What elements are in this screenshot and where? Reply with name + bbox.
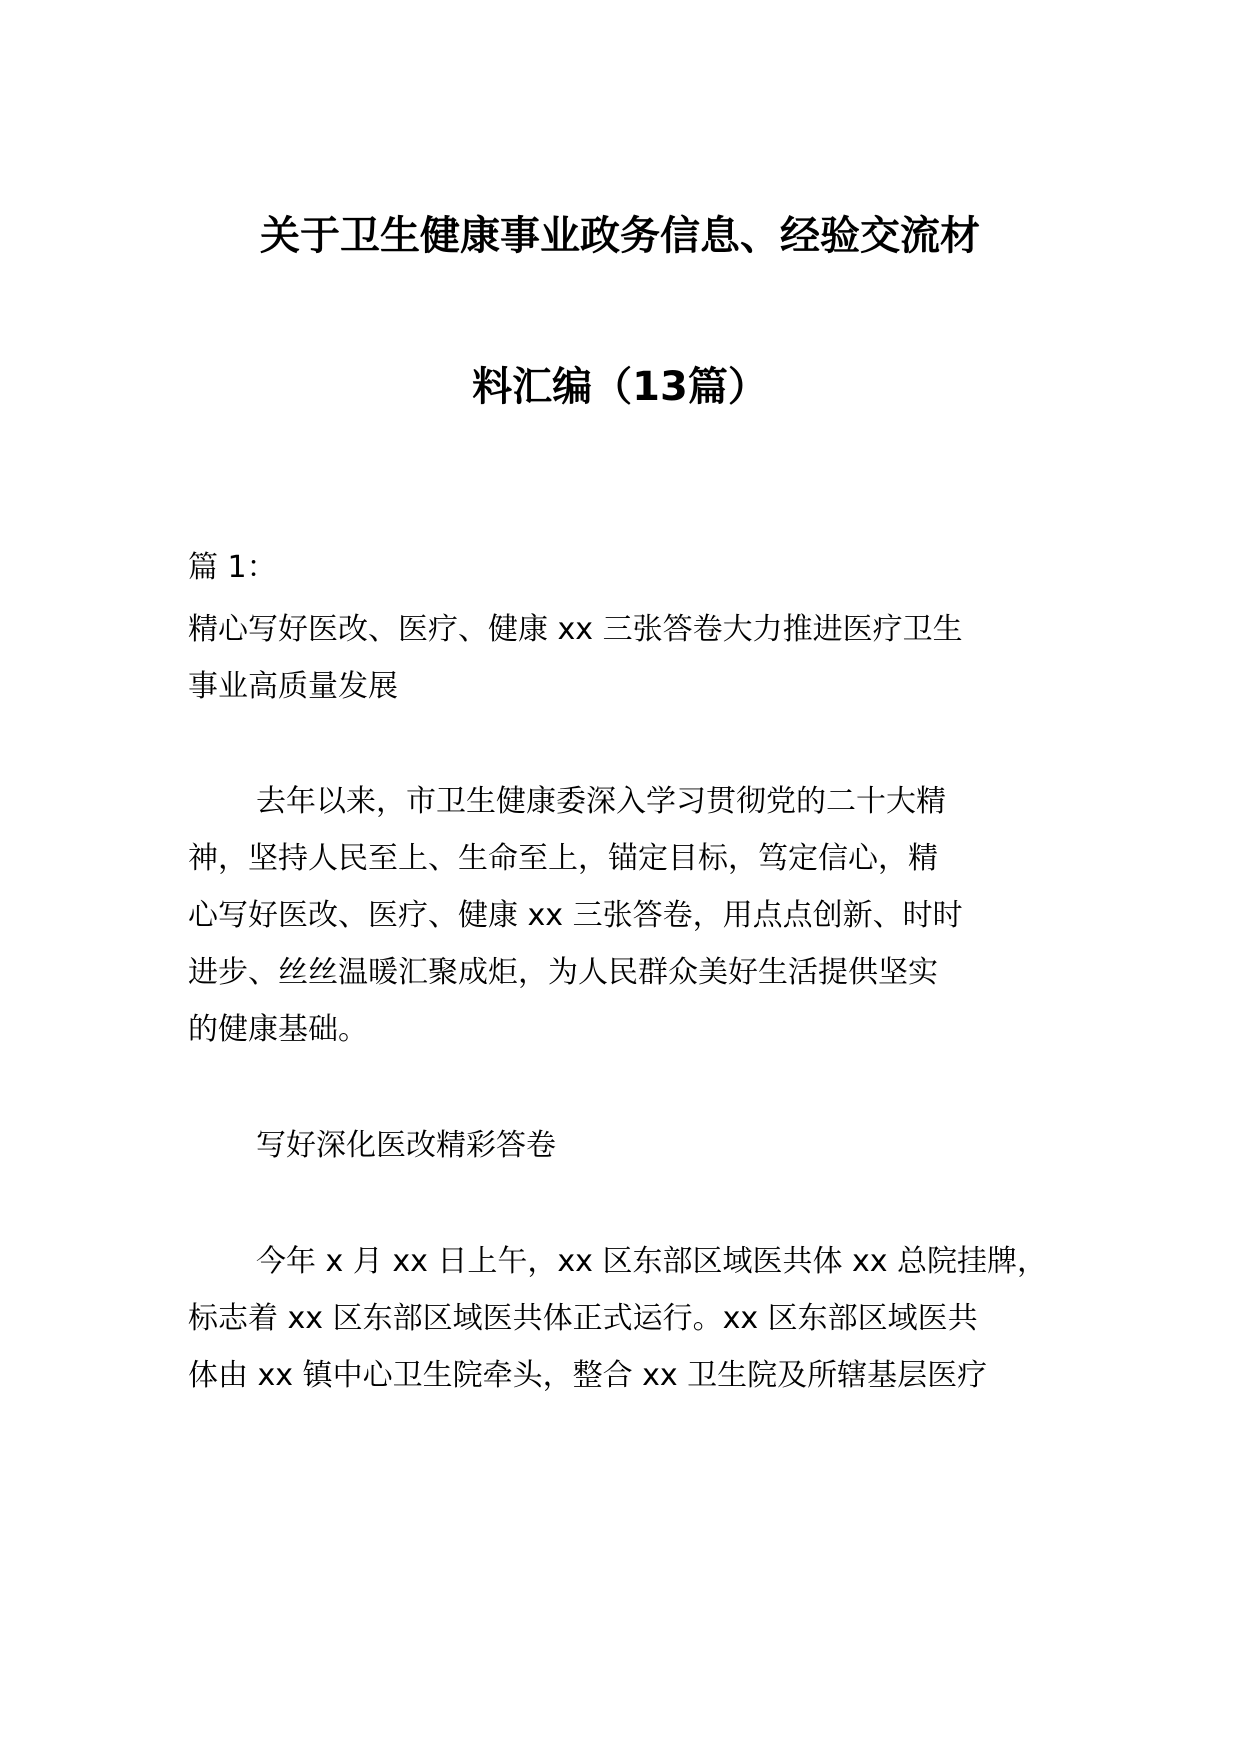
paragraph-1-line-4: 进步、丝丝温暖汇聚成炬，为人民群众美好生活提供坚实	[188, 955, 938, 990]
paragraph-2-line-3: 体由 xx 镇中心卫生院牵头，整合 xx 卫生院及所辖基层医疗	[188, 1358, 988, 1393]
paragraph-2-line-2: 标志着 xx 区东部区域医共体正式运行。xx 区东部区域医共	[188, 1301, 978, 1336]
section-label: 篇 1：	[188, 550, 277, 585]
paragraph-1-line-3: 心写好医改、医疗、健康 xx 三张答卷，用点点创新、时时	[188, 898, 963, 933]
subheading-1: 写好深化医改精彩答卷	[256, 1128, 556, 1163]
article-heading-line-2: 事业高质量发展	[188, 669, 398, 704]
article-heading-line-1: 精心写好医改、医疗、健康 xx 三张答卷大力推进医疗卫生	[188, 612, 963, 647]
paragraph-2-line-1: 今年 x 月 xx 日上午，xx 区东部区域医共体 xx 总院挂牌，	[256, 1244, 1048, 1279]
paragraph-1-line-2: 神，坚持人民至上、生命至上，锚定目标，笃定信心，精	[188, 841, 938, 876]
paragraph-1-line-1: 去年以来，市卫生健康委深入学习贯彻党的二十大精	[256, 784, 946, 819]
paragraph-1-line-5: 的健康基础。	[188, 1012, 368, 1047]
document-title-line-2: 料汇编（13篇）	[472, 364, 768, 410]
document-title-line-1: 关于卫生健康事业政务信息、经验交流材	[260, 213, 980, 259]
